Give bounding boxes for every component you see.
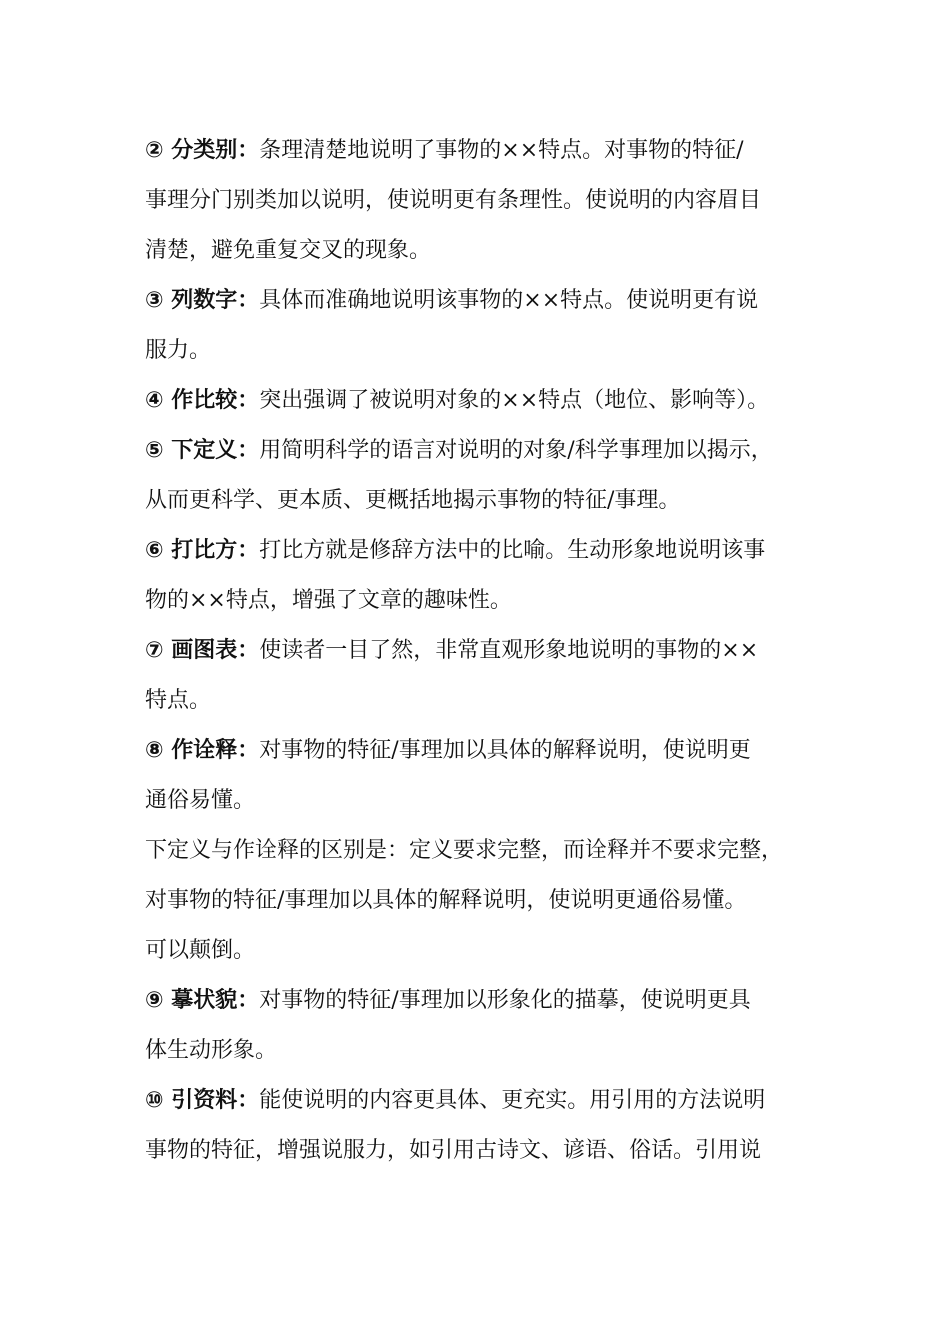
term-label: ⑤ 下定义： (145, 438, 260, 463)
term-label: ⑩ 引资料： (145, 1088, 260, 1113)
term-label: ② 分类别： (145, 138, 260, 163)
line-text: 用简明科学的语言对说明的对象/科学事理加以揭示， (259, 438, 773, 463)
text-line (145, 726, 825, 776)
text-line (145, 426, 825, 476)
line-text: 打比方就是修辞方法中的比喻。生动形象地说明该事 (259, 538, 766, 563)
item-metaphor (145, 526, 825, 626)
item-definition (145, 426, 825, 526)
item-citation (145, 1076, 825, 1176)
line-text: 对事物的特征/事理加以具体的解释说明，使说明更 (259, 738, 751, 763)
line-text: 使读者一目了然，非常直观形象地说明的事物的×× (259, 638, 759, 663)
term-label: ⑦ 画图表： (145, 638, 260, 663)
text-line (145, 276, 825, 326)
text-line: 清楚，避免重复交叉的现象。 (145, 238, 432, 263)
text-line: 特点。 (145, 688, 212, 713)
term-label: ③ 列数字： (145, 288, 260, 313)
item-comparison (145, 376, 825, 426)
term-label: ⑨ 摹状貌： (145, 988, 260, 1013)
line-text: 对事物的特征/事理加以形象化的描摹，使说明更具 (259, 988, 751, 1013)
item-classification (145, 126, 825, 276)
text-line: 通俗易懂。 (145, 788, 256, 813)
text-line: 可以颠倒。 (145, 938, 256, 963)
text-line: 物的××特点，增强了文章的趣味性。 (145, 588, 512, 613)
line-text: 具体而准确地说明该事物的××特点。使说明更有说 (259, 288, 759, 313)
item-numbers (145, 276, 825, 376)
item-explanation (145, 726, 825, 826)
difference-note (145, 826, 825, 976)
text-line: 事物的特征，增强说服力，如引用古诗文、谚语、俗话。引用说 (145, 1138, 762, 1163)
term-label: ⑥ 打比方： (145, 538, 260, 563)
text-line: 下定义与作诠释的区别是：定义要求完整，而诠释并不要求完整， (145, 838, 784, 863)
item-description (145, 976, 825, 1076)
text-line: 事理分门别类加以说明，使说明更有条理性。使说明的内容眉目 (145, 188, 762, 213)
text-line (145, 526, 825, 576)
term-label: ④ 作比较： (145, 388, 260, 413)
text-line (145, 626, 825, 676)
text-line (145, 126, 825, 176)
text-line (145, 1076, 825, 1126)
term-label: ⑧ 作诠释： (145, 738, 260, 763)
line-text: 突出强调了被说明对象的××特点（地位、影响等）。 (259, 388, 770, 413)
text-line: 从而更科学、更本质、更概括地揭示事物的特征/事理。 (145, 488, 681, 513)
line-text: 能使说明的内容更具体、更充实。用引用的方法说明 (259, 1088, 766, 1113)
line-text: 条理清楚地说明了事物的××特点。对事物的特征/ (259, 138, 744, 163)
document-body (145, 126, 825, 1176)
text-line: 对事物的特征/事理加以具体的解释说明，使说明更通俗易懂。 (145, 888, 747, 913)
text-line (145, 376, 825, 426)
text-line (145, 976, 825, 1026)
item-diagram (145, 626, 825, 726)
text-line: 体生动形象。 (145, 1038, 278, 1063)
text-line: 服力。 (145, 338, 212, 363)
